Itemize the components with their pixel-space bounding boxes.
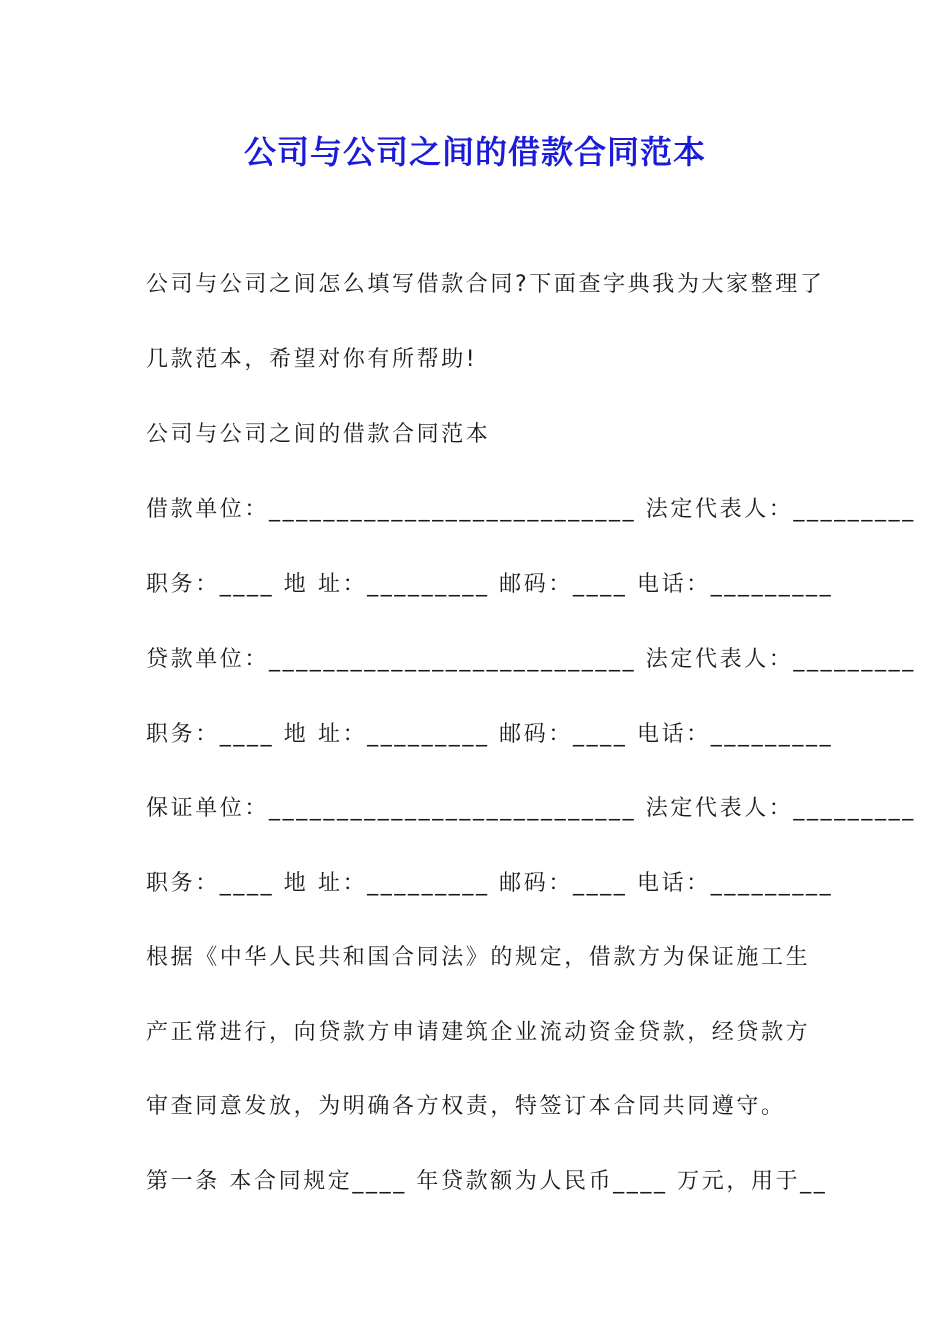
guarantor-unit-line: 保证单位：___________________________ 法定代表人：_________: [146, 796, 916, 821]
borrower-contact-line: 职务：____ 地 址：_________ 邮码：____ 电话：_________: [146, 572, 834, 597]
preamble-line-3: 审查同意发放，为明确各方权责，特签订本合同共同遵守。: [146, 1094, 786, 1119]
preamble-line-1: 根据《中华人民共和国合同法》的规定，借款方为保证施工生: [146, 945, 811, 970]
lender-contact-line: 职务：____ 地 址：_________ 邮码：____ 电话：_________: [146, 722, 834, 747]
lender-unit-line: 贷款单位：___________________________ 法定代表人：_________: [146, 647, 916, 672]
section-heading: 公司与公司之间的借款合同范本: [146, 422, 491, 447]
guarantor-contact-line: 职务：____ 地 址：_________ 邮码：____ 电话：_________: [146, 871, 834, 896]
article-1-line: 第一条 本合同规定____ 年贷款额为人民币____ 万元，用于__: [146, 1169, 828, 1194]
intro-line-2: 几款范本，希望对你有所帮助!: [146, 347, 478, 372]
document-title: 公司与公司之间的借款合同范本: [243, 133, 706, 171]
borrower-unit-line: 借款单位：___________________________ 法定代表人：_________: [146, 497, 916, 522]
intro-line-1: 公司与公司之间怎么填写借款合同?下面查字典我为大家整理了: [146, 272, 825, 297]
preamble-line-2: 产正常进行，向贷款方申请建筑企业流动资金贷款，经贷款方: [146, 1020, 811, 1045]
